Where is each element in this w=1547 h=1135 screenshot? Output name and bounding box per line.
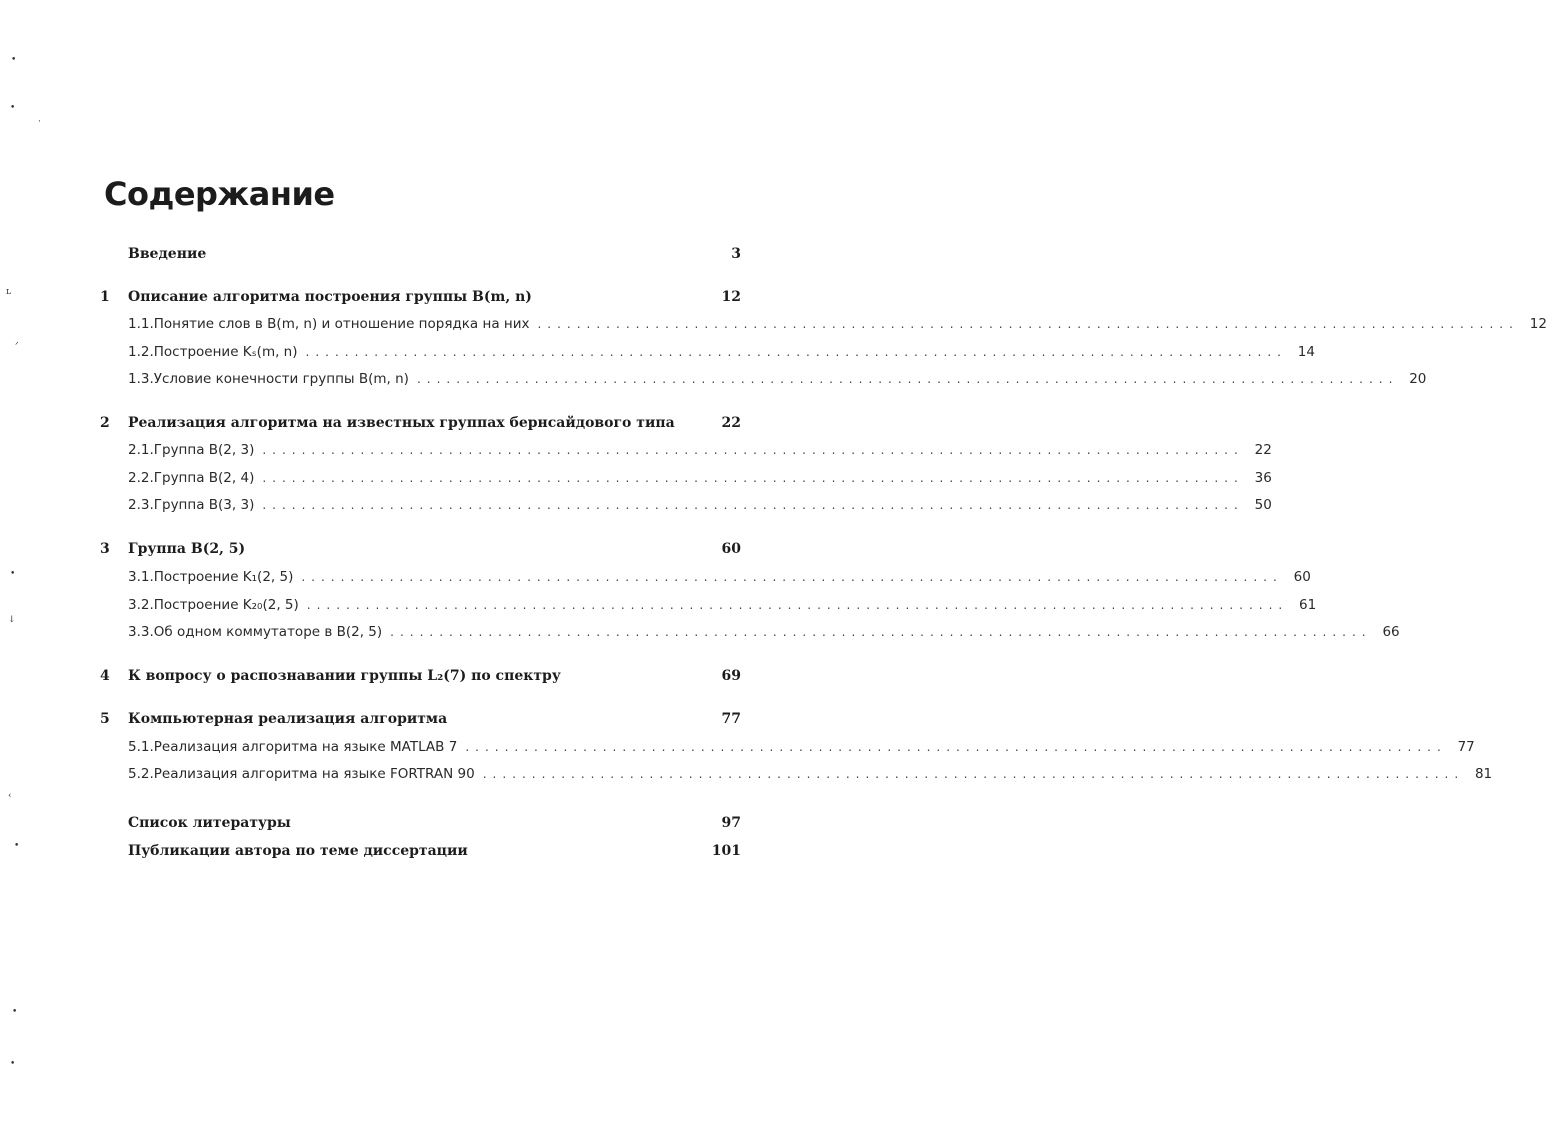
toc-number: 1.1.: [128, 316, 154, 332]
toc-label: Реализация алгоритма на языке FORTRAN 90: [153, 766, 475, 782]
toc-page: 14: [1297, 344, 1315, 360]
toc-chapter-5[interactable]: [100, 711, 741, 735]
toc-page: 81: [1474, 766, 1493, 782]
toc-label: Построение K₁(2, 5): [153, 569, 294, 585]
scan-speck: •: [10, 569, 16, 579]
toc-page: 69: [721, 668, 741, 684]
toc-chapter-4[interactable]: [100, 668, 741, 692]
toc-label: Компьютерная реализация алгоритма: [128, 711, 448, 727]
toc-label: Реализация алгоритма на языке MATLAB 7: [153, 739, 458, 755]
toc-section-3-1[interactable]: [100, 569, 1311, 593]
toc-chapter-2[interactable]: [100, 415, 741, 439]
toc-page: 97: [721, 815, 741, 831]
toc-section-5-1[interactable]: [100, 739, 1475, 763]
toc-page: 61: [1299, 597, 1317, 613]
toc-leader-dots: ....................................................................................................: [482, 767, 1465, 781]
toc-page: 3: [731, 246, 741, 262]
toc-section-1-3[interactable]: [100, 371, 1427, 395]
toc-section-2-2[interactable]: [100, 470, 1272, 494]
toc-introduction[interactable]: [100, 246, 741, 270]
toc-page: 66: [1382, 624, 1400, 640]
toc-section-3-3[interactable]: [100, 624, 1400, 648]
toc-page: 60: [1293, 569, 1311, 585]
toc-chapter-3[interactable]: [100, 541, 741, 565]
toc-bibliography[interactable]: [100, 815, 741, 839]
toc-label: Введение: [128, 246, 207, 262]
toc-author-publications[interactable]: [100, 843, 741, 867]
toc-leader-dots: ....................................................................................................: [390, 625, 1372, 639]
toc-page: 50: [1254, 497, 1272, 513]
toc-page: 36: [1254, 470, 1272, 486]
toc-number: 5.1.: [128, 739, 154, 755]
toc-label: Группа B(2, 5): [128, 541, 246, 557]
toc-number: 5: [100, 711, 110, 727]
toc-label: Реализация алгоритма на известных группах бернсайдового типа: [128, 415, 675, 431]
scan-speck: ‹: [8, 791, 12, 801]
scan-speck: •: [10, 103, 16, 113]
toc-leader-dots: ....................................................................................................: [262, 498, 1244, 512]
toc-page: 12: [1529, 316, 1547, 332]
toc-number: 5.2.: [128, 766, 154, 782]
toc-section-1-1[interactable]: [100, 316, 1547, 340]
toc-section-1-2[interactable]: [100, 344, 1315, 368]
toc-number: 1.3.: [128, 371, 154, 387]
scan-speck: ↓: [8, 615, 16, 625]
toc-label: Понятие слов в B(m, n) и отношение порядка на них: [153, 316, 530, 332]
toc-number: 4: [100, 668, 110, 684]
toc-section-5-2[interactable]: [100, 766, 1493, 790]
toc-page: 77: [721, 711, 741, 727]
toc-label: Условие конечности группы B(m, n): [153, 371, 409, 387]
toc-leader-dots: ....................................................................................................: [262, 443, 1244, 457]
toc-label: Построение K₂₀(2, 5): [153, 597, 299, 613]
toc-chapter-1[interactable]: [100, 289, 741, 313]
toc-leader-dots: ....................................................................................................: [306, 598, 1289, 612]
toc-number: 3.3.: [128, 624, 154, 640]
toc-label: Группа B(2, 4): [153, 470, 255, 486]
toc-number: 1: [100, 289, 110, 305]
toc-number: 2.2.: [128, 470, 154, 486]
toc-leader-dots: ....................................................................................................: [416, 372, 1399, 386]
toc-number: 1.2.: [128, 344, 154, 360]
toc-number: 2: [100, 415, 110, 431]
toc-number: 3.2.: [128, 597, 154, 613]
scan-speck: ʟ: [6, 287, 11, 297]
scan-speck: ᐟ: [15, 341, 19, 351]
scan-speck: •: [12, 1007, 18, 1017]
toc-leader-dots: ....................................................................................................: [262, 471, 1244, 485]
toc-label: Об одном коммутаторе в B(2, 5): [153, 624, 383, 640]
toc-label: Построение Kₛ(m, n): [153, 344, 298, 360]
toc-section-2-1[interactable]: [100, 442, 1272, 466]
toc-leader-dots: ....................................................................................................: [465, 740, 1447, 754]
scan-speck: ·: [38, 117, 41, 127]
toc-label: Список литературы: [128, 815, 291, 831]
toc-number: 2.1.: [128, 442, 154, 458]
toc-page: 20: [1409, 371, 1427, 387]
scan-speck: •: [10, 1059, 16, 1069]
toc-page: 12: [721, 289, 741, 305]
toc-label: Группа B(2, 3): [153, 442, 255, 458]
scan-speck: •: [11, 55, 17, 65]
toc-section-3-2[interactable]: [100, 597, 1317, 621]
toc-label: К вопросу о распознавании группы L₂(7) по спектру: [128, 668, 561, 684]
toc-label: Описание алгоритма построения группы B(m, n): [128, 289, 532, 305]
toc-leader-dots: ....................................................................................................: [301, 570, 1283, 584]
toc-section-2-3[interactable]: [100, 497, 1272, 521]
toc-label: Группа B(3, 3): [153, 497, 255, 513]
toc-page: 22: [721, 415, 741, 431]
toc-page: 77: [1457, 739, 1475, 755]
toc-leader-dots: ....................................................................................................: [537, 317, 1519, 331]
toc-number: 3.1.: [128, 569, 154, 585]
toc-page: 60: [721, 541, 741, 557]
toc-number: 2.3.: [128, 497, 154, 513]
toc-leader-dots: ....................................................................................................: [305, 345, 1287, 359]
toc-page: 101: [711, 843, 741, 859]
toc-label: Публикации автора по теме диссертации: [128, 843, 468, 859]
scan-speck: •: [14, 841, 20, 851]
toc-number: 3: [100, 541, 110, 557]
page-title: Содержание: [104, 175, 335, 213]
toc-page: 22: [1254, 442, 1272, 458]
